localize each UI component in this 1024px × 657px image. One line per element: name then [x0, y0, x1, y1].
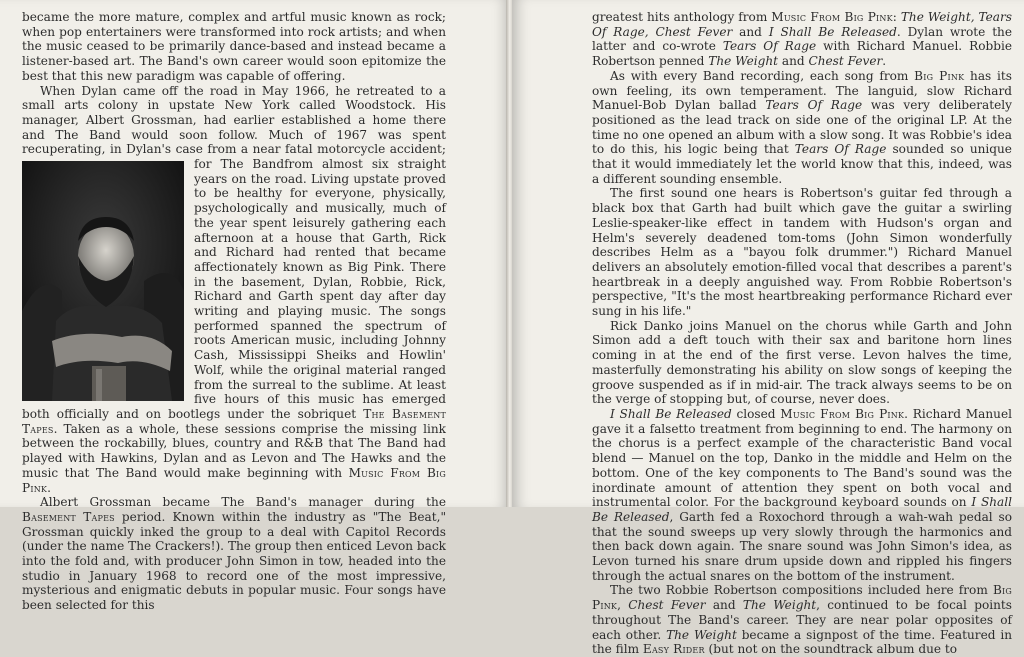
text-run: sounded so unique that it would immediately let the world know that this, indeed, was a different sounding ensemble. — [592, 142, 1012, 186]
film-title: Easy Rider — [642, 642, 705, 657]
album-title: Big Pink — [592, 583, 1012, 613]
song-title: The Weight — [666, 627, 737, 642]
song-title: I Shall Be Released — [610, 406, 732, 421]
text-run: with Richard Manuel. Robbie Robertson penned — [592, 39, 1012, 69]
paragraph — [592, 407, 1012, 583]
text-run: and — [739, 24, 762, 39]
text-run: , Garth fed a Roxochord through a wah-wah pedal so that the sound sweeps up very slowly through the harmonics and then back down again. The snare sound was John Simon's idea, as Levon turned his snare drum upside down and rippled his fingers through the actual snares on the bottom of the instrument. — [592, 509, 1012, 583]
text-run: greatest hits anthology from — [592, 10, 768, 24]
right-page — [512, 0, 1024, 657]
text-run: and — [781, 54, 805, 69]
album-title: Music From Big Pink — [771, 10, 893, 24]
song-titles: The Weight, Tears Of Rage, Chest Fever — [592, 10, 1012, 39]
song-title: Chest Fever — [628, 598, 706, 613]
song-title: I Shall Be Released — [768, 24, 897, 39]
album-title: Basement Tapes — [22, 509, 115, 524]
text-run: (but not on the soundtrack album due to — [708, 642, 958, 657]
left-page-text — [22, 10, 446, 613]
paragraph: Rick Danko joins Manuel on the chorus while Garth and John Simon add a deft touch with their sax and baritone horn lines coming in at the end of the first verse. Levon halves the time, masterfully demonstrating his ability on slow songs of keeping the groove suspended as if in mid-air. The track always seems to be on the verge of stopping but, of course, never does. — [592, 318, 1012, 407]
text-run: , continued to be focal points throughout The Band's career. They are near polar opposites of each other. — [592, 598, 1012, 642]
text-run: The two Robbie Robertson compositions included here from — [610, 583, 988, 598]
song-title: Tears Of Rage — [722, 39, 817, 54]
text-run: was very deliberately positioned as the lead track on side one of the original LP. At the time no one opened an album with a slow song. It was Robbie's idea to do this, his logic being that — [592, 98, 1012, 157]
song-title: Tears Of Rage — [794, 142, 887, 157]
album-title: The Basement Tapes — [22, 406, 446, 436]
song-title: The Weight — [708, 54, 779, 69]
song-title: Tears Of Rage — [765, 98, 863, 113]
album-title: Music From Big Pink — [22, 465, 447, 495]
text-run: . Dylan wrote the latter and co-wrote — [592, 24, 1012, 54]
album-title: Music From Big Pink — [780, 406, 905, 421]
text-run: . Richard Manuel gave it a falsetto treatment from beginning to end. The harmony on the chorus is a perfect example of the characteristic Band vocal blend — Manuel on the top, Danko in the middle and Helm on the bottom. One of the key components to The Band's sound was the inordinate amount of attention they spent on both vocal and instrumental color. For the background keyboard sounds on — [592, 406, 1012, 510]
text-run: . Taken as a whole, these sessions comprise the missing link between the rockabilly, blues, country and R&B that The Band had played with Hawkins, Dylan and as Levon and The Hawks and the music that The Band would make beginning with — [22, 421, 446, 480]
text-run: As with every Band recording, each song from — [610, 68, 909, 83]
song-title: The Weight — [742, 598, 817, 613]
right-page-text — [592, 10, 1012, 657]
paragraph: became the more mature, complex and artful music known as rock; when pop entertainers were transformed into rock artists; and when the music ceased to be primarily dance-based and instead became a listener-based art. The Band's own career would soon epitomize the best that this new paradigm was capable of offering. — [22, 10, 446, 83]
text-run: closed — [736, 406, 776, 421]
song-title: Chest Fever — [808, 54, 883, 69]
text-run: When Dylan came off the road in May 1966, he retreated to a small arts colony in upstate New York called Woodstock. His manager, Albert Grossman, had earlier established a home there and The Band would soon follow. Much of 1967 was spent recuperating, in Dylan's case from a near fatal motorcycle accident; for The Band — [22, 83, 446, 172]
text-run: from almost six straight years on the road. Living upstate proved to be healthy for everyone, physically, psychologically and musically, much of the year spent leisurely gathering each afternoon at a house that Garth, Rick and Richard had rented that became affectionately known as Big Pink. There in the basement, Dylan, Robbie, Rick, Richard and Garth spent day after day writing and playing music. The songs performed spanned the spectrum of roots American music, including Johnny Cash, Mississippi Sheiks and Howlin' Wolf, while the original material ranged from the surreal to the sublime. At least five hours of this music has emerged both officially and on bootlegs under the sobriquet — [22, 157, 446, 421]
photo-garth-hudson — [22, 161, 184, 401]
paragraph — [592, 69, 1012, 187]
text-run: Albert Grossman became The Band's manager during the — [40, 495, 446, 510]
paragraph — [22, 495, 446, 613]
paragraph: When Dylan came off the road in May 1966, he retreated to a small arts colony in upstate New York called Woodstock. His manager, Albert Grossman, had earlier established a home there and The Band would soon follow. Much of 1967 was spent recuperating, in Dylan's case from a near fatal motorcycle accident; for The Band from almost six straight years on the road. Living upstate proved to be healthy for everyone, physically, psychologically and musically, much of the year spent leisurely gathering each afternoon at a house that Garth, Rick and Richard had rented that became affectionately known as Big Pink. There in the basement, Dylan, Robbie, Rick, Richard and Garth spent day after day writing and playing music. The songs performed spanned the spectrum of roots American music, including Johnny Cash, Mississippi Sheiks and Howlin' Wolf, while the original material ranged from the surreal to the sublime. At least five hours of this music has emerged both officially and on bootlegs under the sobriquet The Basement Tapes. Taken as a whole, these sessions comprise the missing link between the rockabilly, blues, country and R&B that The Band had played with Hawkins, Dylan and as Levon and The Hawks and the music that The Band would make beginning with Music From Big Pink. — [22, 83, 447, 495]
text-run: has its own feeling, its own temperament. The languid, slow Richard Manuel-Bob Dylan ballad — [592, 68, 1012, 113]
text-run: became a signpost of the time. Featured in the film — [592, 627, 1012, 657]
text-run: period. Known within the industry as "The Beat," Grossman quickly inked the group to a deal with Capitol Records (under the name The Crackers!). The group then enticed Levon back into the fold and, with producer John Simon in tow, headed into the studio in January 1968 to record one of the most impressive, mysterious and enigmatic debuts in popular music. Four songs have been selected for this — [22, 509, 447, 613]
paragraph: The first sound one hears is Robertson's guitar fed through a black box that Garth had built which gave the guitar a swirling Leslie-speaker-like effect in tandem with Hudson's organ and Helm's severely deadened tom-toms (John Simon wonderfully describes Helm as a "bayou folk drummer.") Richard Manuel delivers an absolutely emotion-filled vocal that describes a parent's heartbreak in a deeply anguished way. From Robbie Robertson's perspective, "It's the most heartbreaking performance Richard ever sung in his life." — [592, 186, 1012, 319]
song-title: I Shall Be Released — [592, 495, 1012, 524]
album-title: Big Pink — [914, 68, 965, 83]
paragraph: The two Robbie Robertson compositions included here from Big Pink, Chest Fever and The Weight, continued to be focal points throughout The Band's career. They are near polar opposites of each other. The Weight became a signpost of the time. Featured in the film Easy Rider (but not on the soundtrack album due to — [592, 583, 1012, 657]
paragraph: greatest hits anthology from Music From Big Pink: The Weight, Tears Of Rage, Chest Fever and I Shall Be Released. Dylan wrote the latter and co-wrote Tears Of Rage with Richard Manuel. Robbie Robertson penned The Weight and Chest Fever. — [592, 10, 1012, 69]
left-page — [0, 0, 508, 613]
text-run: and — [712, 598, 736, 613]
